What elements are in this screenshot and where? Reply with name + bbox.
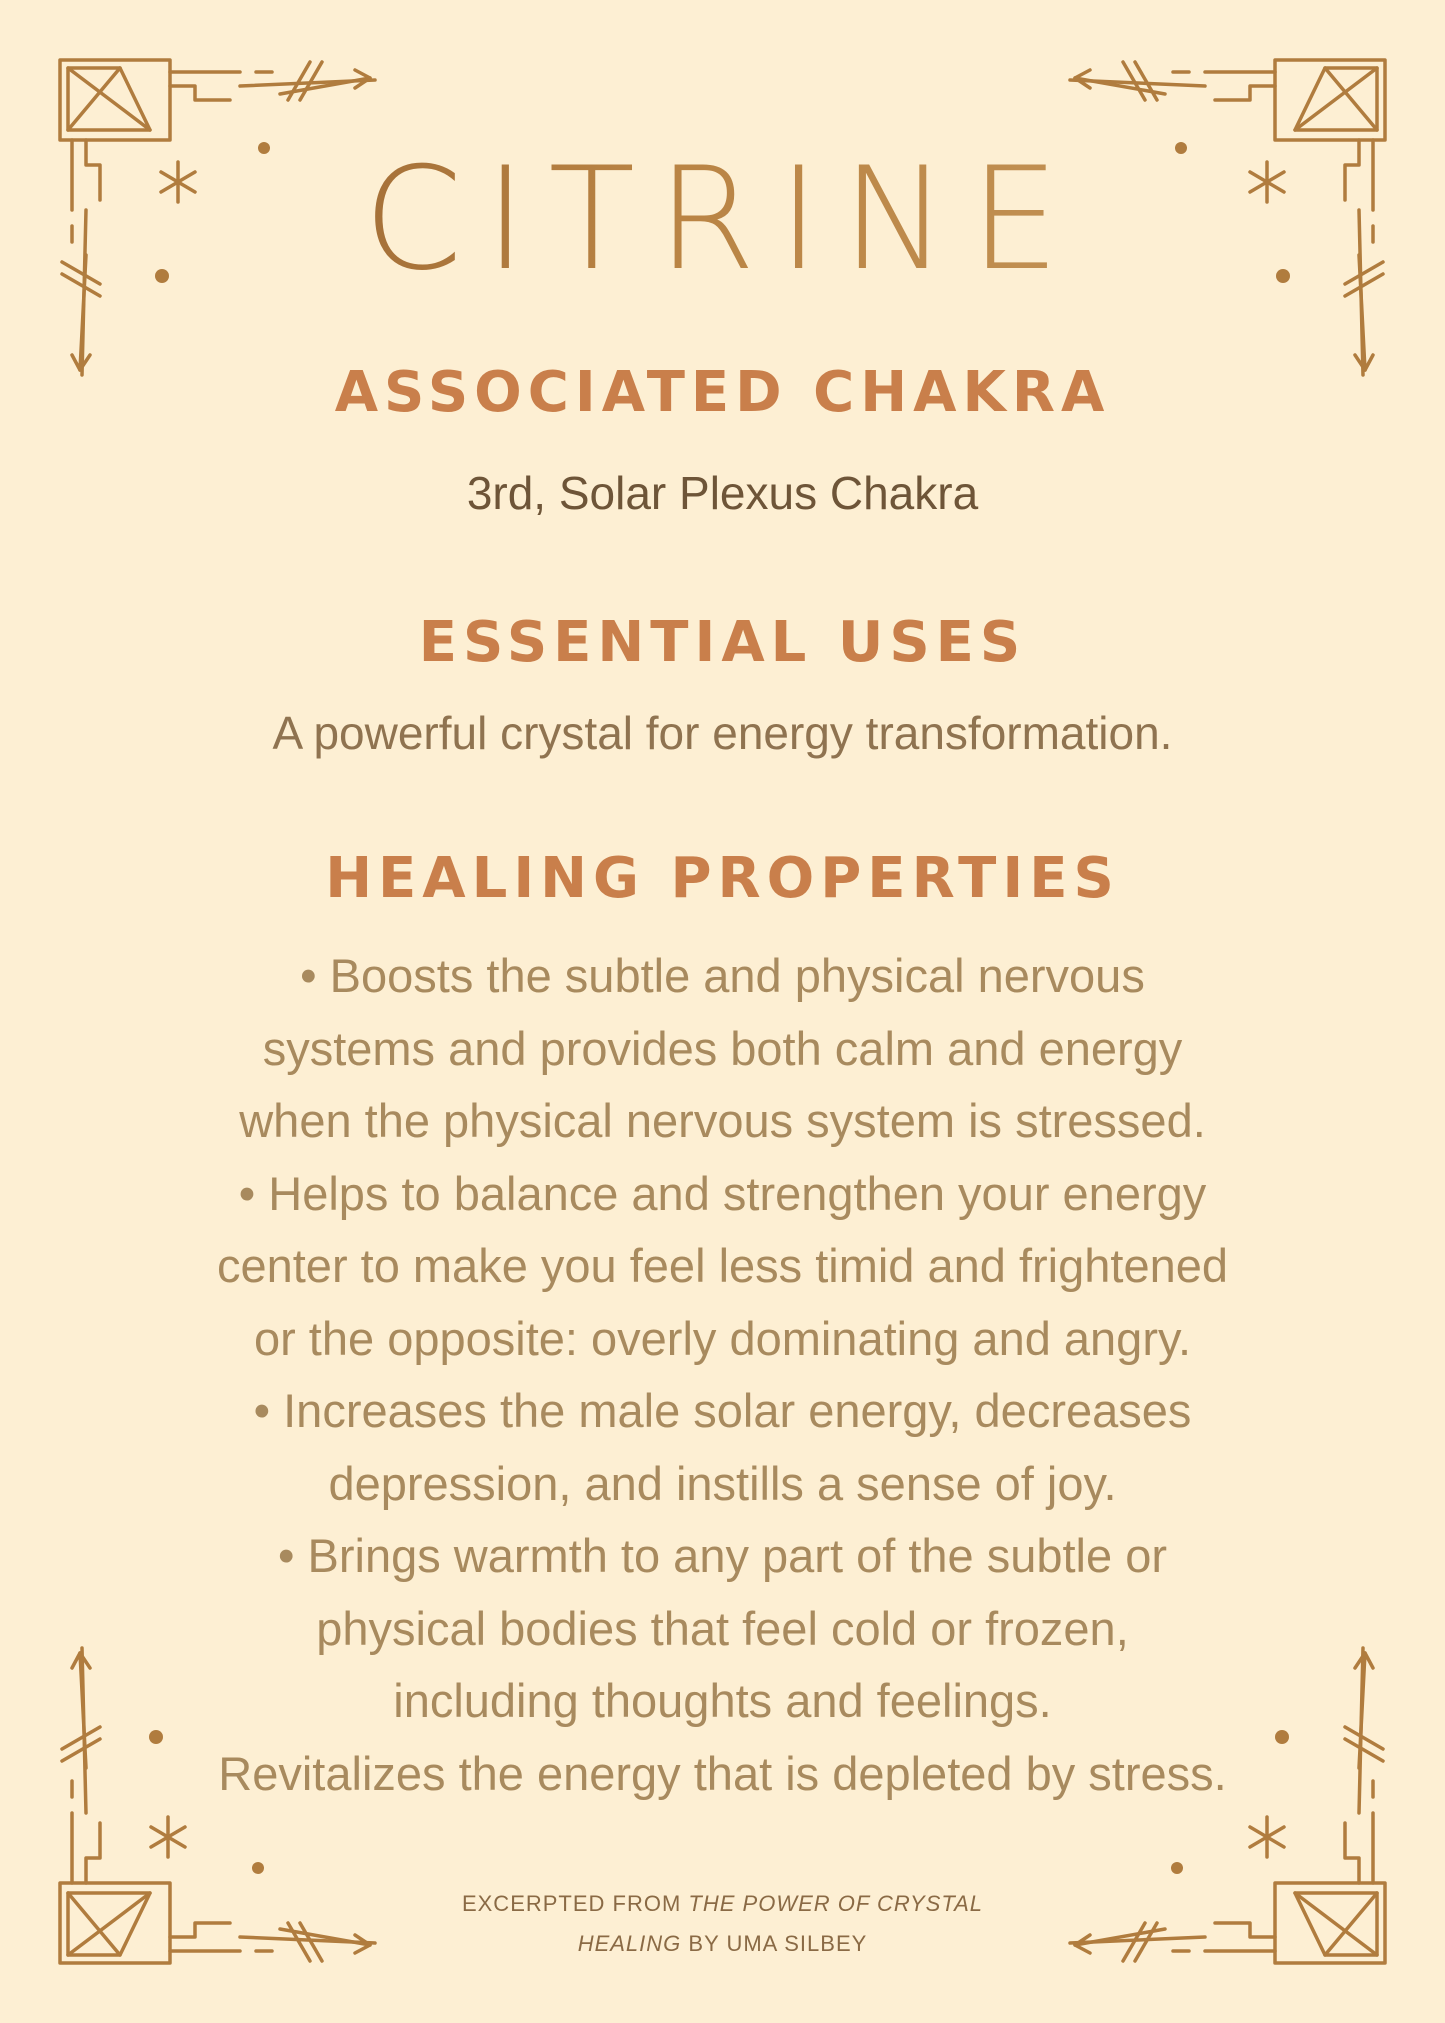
uses-heading: ESSENTIAL USES (418, 610, 1027, 675)
chakra-value: 3rd, Solar Plexus Chakra (466, 467, 979, 519)
credit-author: BY UMA SILBEY (681, 1931, 868, 1956)
healing-line: • Helps to balance and strengthen your energy (238, 1166, 1207, 1220)
healing-line: • Brings warmth to any part of the subtle or (278, 1529, 1167, 1582)
source-credit (0, 1884, 1445, 1964)
credit-prefix: EXCERPTED FROM (461, 1891, 689, 1916)
healing-line: when the physical nervous system is stressed. (239, 1094, 1206, 1147)
healing-line: including thoughts and feelings. (393, 1674, 1052, 1727)
chakra-heading: ASSOCIATED CHAKRA (334, 360, 1111, 425)
healing-line: Revitalizes the energy that is depleted by stress. (218, 1746, 1227, 1800)
uses-value: A powerful crystal for energy transformation. (272, 707, 1173, 759)
credit-book-title-2: HEALING (577, 1931, 682, 1956)
healing-line: depression, and instills a sense of joy. (328, 1456, 1117, 1510)
healing-line: • Boosts the subtle and physical nervous (300, 949, 1145, 1002)
healing-line: or the opposite: overly dominating and angry. (253, 1311, 1192, 1365)
healing-line: systems and provides both calm and energy (262, 1021, 1183, 1075)
healing-line: center to make you feel less timid and frightened (216, 1239, 1229, 1292)
healing-line: physical bodies that feel cold or frozen, (316, 1601, 1129, 1655)
card-title: CITRINE (0, 140, 1445, 300)
healing-heading: HEALING PROPERTIES (325, 846, 1120, 911)
healing-properties-list (0, 940, 1445, 1810)
healing-line: • Increases the male solar energy, decreases (253, 1384, 1192, 1437)
credit-book-title-1: THE POWER OF CRYSTAL (688, 1891, 984, 1916)
